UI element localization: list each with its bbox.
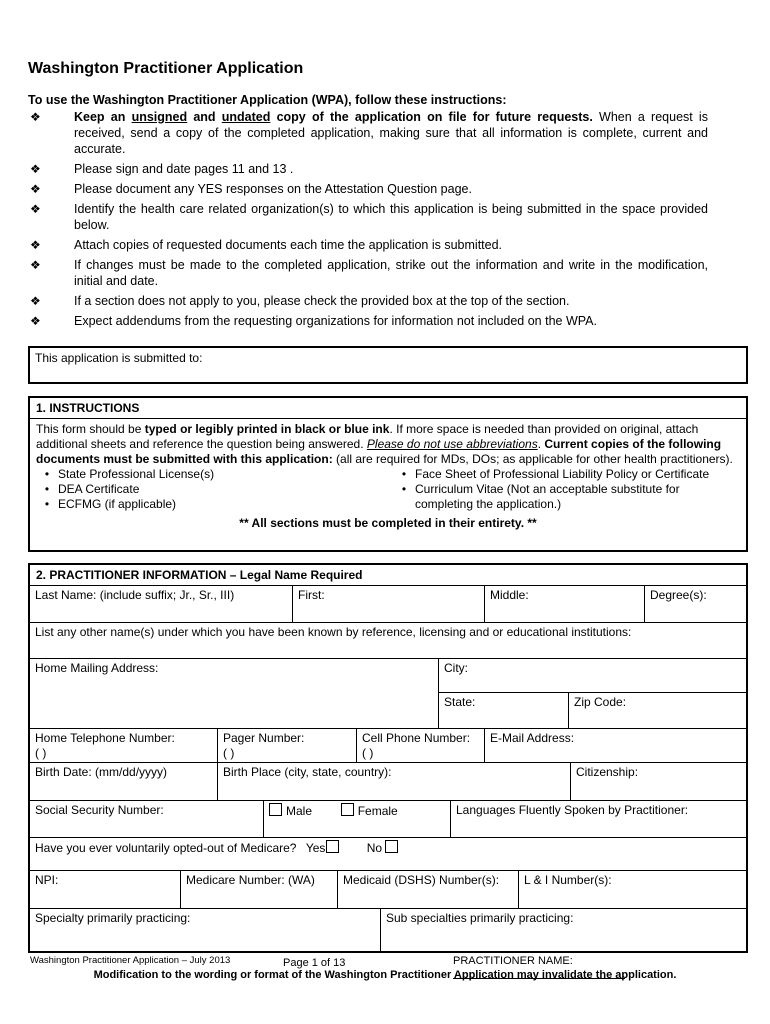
li-number-field[interactable]: L & I Number(s):	[524, 873, 612, 887]
home-address-field[interactable]: Home Mailing Address:	[35, 661, 159, 675]
pager-field[interactable]: Pager Number: ( )	[223, 731, 305, 760]
male-checkbox[interactable]: Male	[269, 804, 312, 818]
medicare-opt-out-row: Have you ever voluntarily opted-out of Medicare? Yes No	[30, 838, 746, 870]
section-practitioner-info	[28, 563, 748, 953]
list-item: • Face Sheet of Professional Liability Policy or Certificate	[401, 467, 710, 481]
instruction-item: ❖ If a section does not apply to you, please check the provided box at the top of the section.	[30, 294, 570, 308]
section-instructions	[28, 396, 748, 552]
all-sections-note: ** All sections must be completed in their entirety. **	[239, 516, 537, 530]
instruction-item: ❖ Attach copies of requested documents each time the application is submitted.	[30, 238, 503, 252]
first-name-field[interactable]: First:	[298, 588, 325, 602]
languages-field[interactable]: Languages Fluently Spoken by Practitioner:	[456, 803, 689, 817]
diamond-bullet-icon: ❖	[30, 294, 41, 308]
email-field[interactable]: E-Mail Address:	[490, 731, 575, 745]
middle-name-field[interactable]: Middle:	[490, 588, 529, 602]
instruction-item: ❖ Keep an unsigned and undated copy of the application on file for future requests. When a request is received, send a copy of the completed application, making sure that all information is complete, current and accurate.	[30, 110, 708, 156]
birth-place-field[interactable]: Birth Place (city, state, country):	[223, 765, 392, 779]
zip-code-field[interactable]: Zip Code:	[574, 695, 627, 709]
medicaid-number-field[interactable]: Medicaid (DSHS) Number(s):	[343, 873, 500, 887]
list-item: • State Professional License(s)	[44, 467, 215, 481]
instruction-list	[28, 109, 708, 333]
footer-practitioner-name[interactable]: PRACTITIONER NAME:	[453, 955, 743, 979]
sub-specialties-field[interactable]: Sub specialties primarily practicing:	[386, 911, 574, 925]
list-item: • Curriculum Vitae (Not an acceptable substitute for completing the application.)	[401, 482, 680, 511]
footer-modification-warning: Modification to the wording or format of the Washington Practitioner Application may invalidate the application.	[93, 969, 677, 981]
instruction-item: ❖ Please sign and date pages 11 and 13 .	[30, 162, 294, 176]
section-body	[30, 419, 746, 534]
required-docs-left	[36, 467, 383, 512]
last-name-field[interactable]: Last Name: (include suffix; Jr., Sr., III)	[35, 588, 235, 602]
city-field[interactable]: City:	[444, 661, 468, 675]
cell-phone-field[interactable]: Cell Phone Number: ( )	[362, 731, 471, 760]
medicare-number-field[interactable]: Medicare Number: (WA)	[186, 873, 315, 887]
section-header: 2. PRACTITIONER INFORMATION – Legal Name Required	[30, 565, 746, 586]
instruction-item: ❖ Please document any YES responses on the Attestation Question page.	[30, 182, 472, 196]
home-phone-field[interactable]: Home Telephone Number: ( )	[35, 731, 175, 760]
birth-date-field[interactable]: Birth Date: (mm/dd/yyyy)	[35, 765, 168, 779]
diamond-bullet-icon: ❖	[30, 238, 41, 252]
other-names-field[interactable]: List any other name(s) under which you have been known by reference, licensing and or educational institutions:	[35, 625, 632, 639]
submitted-to-label: This application is submitted to:	[35, 351, 203, 365]
footer-page-number: Page 1 of 13	[283, 957, 346, 969]
section-header: 1. INSTRUCTIONS	[30, 398, 746, 419]
specialty-field[interactable]: Specialty primarily practicing:	[35, 911, 191, 925]
instruction-item: ❖ If changes must be made to the completed application, strike out the information and write in the modification, initial and date.	[30, 258, 708, 288]
diamond-bullet-icon: ❖	[30, 258, 41, 272]
list-item: • DEA Certificate	[44, 482, 140, 496]
instructions-paragraph: This form should be typed or legibly printed in black or blue ink. If more space is needed than provided on original, attach additional sheets and reference the question being answered. Please do not use abbreviations. Current copies of the following documents must be submitted with this application: (all are required for MDs, DOs; as applicable for other health practitioners).	[36, 422, 733, 466]
diamond-bullet-icon: ❖	[30, 182, 41, 196]
list-item: • ECFMG (if applicable)	[44, 497, 177, 511]
ssn-field[interactable]: Social Security Number:	[35, 803, 164, 817]
npi-field[interactable]: NPI:	[35, 873, 59, 887]
female-checkbox[interactable]: Female	[341, 804, 398, 818]
instruction-item: ❖ Expect addendums from the requesting organizations for information not included on the WPA.	[30, 314, 597, 328]
instruction-item: ❖ Identify the health care related organization(s) to which this application is being submitted in the space provided below.	[30, 202, 708, 232]
opt-out-yes-checkbox[interactable]: Yes	[306, 841, 344, 855]
state-field[interactable]: State:	[444, 695, 476, 709]
diamond-bullet-icon: ❖	[30, 202, 41, 216]
degrees-field[interactable]: Degree(s):	[650, 588, 707, 602]
gender-options	[264, 801, 450, 837]
opt-out-no-checkbox[interactable]: No	[367, 841, 403, 855]
diamond-bullet-icon: ❖	[30, 162, 41, 176]
diamond-bullet-icon: ❖	[30, 110, 41, 124]
footer-version: Washington Practitioner Application – July 2013	[30, 955, 231, 966]
required-docs-right	[383, 467, 740, 512]
diamond-bullet-icon: ❖	[30, 314, 41, 328]
intro-heading: To use the Washington Practitioner Application (WPA), follow these instructions:	[28, 93, 507, 107]
submitted-to-field[interactable]	[28, 346, 748, 384]
citizenship-field[interactable]: Citizenship:	[576, 765, 639, 779]
page-title: Washington Practitioner Application	[28, 60, 304, 77]
